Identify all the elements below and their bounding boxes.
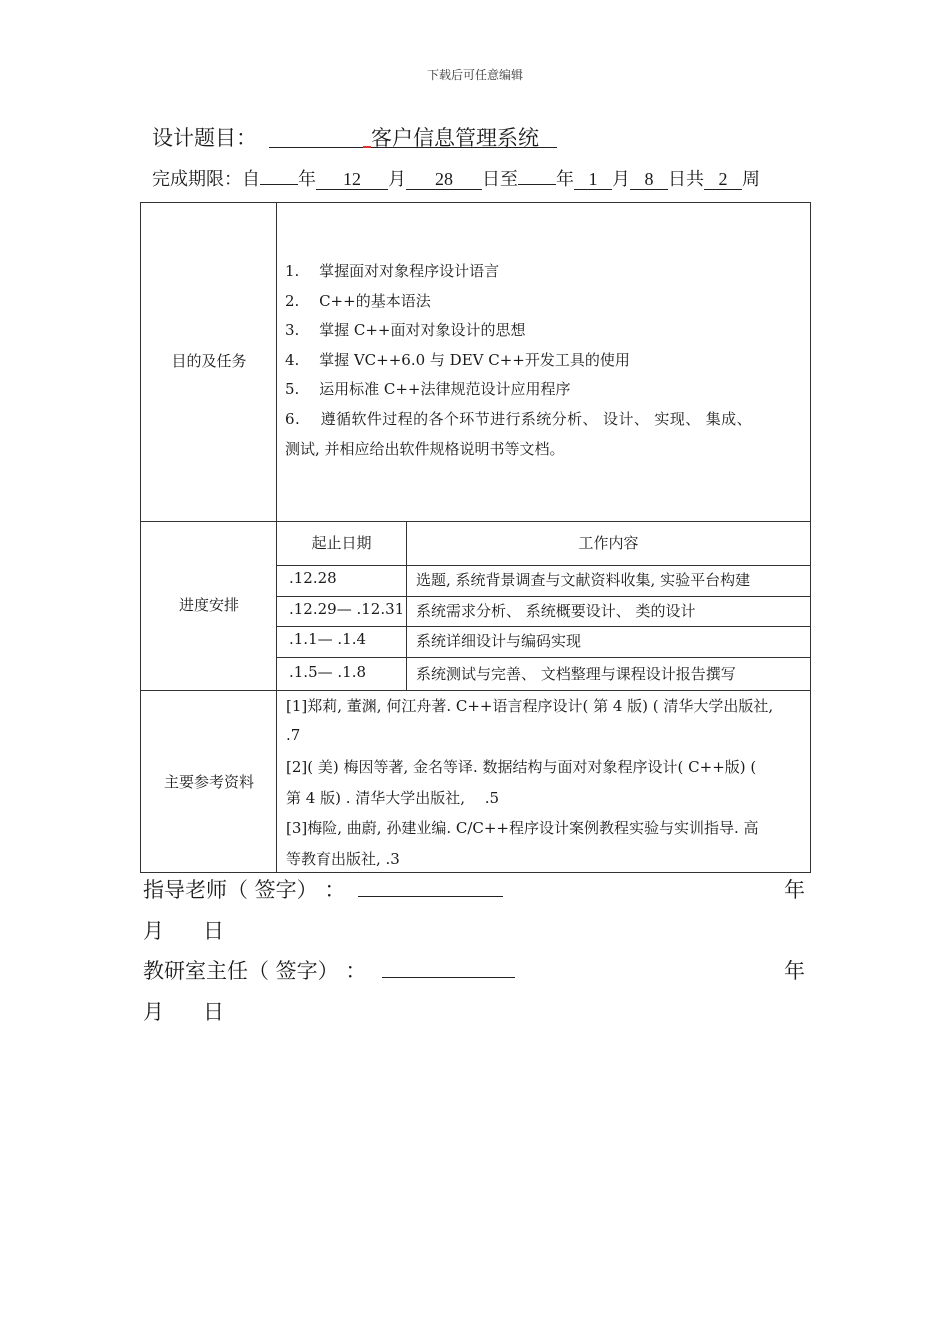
reference-line: [3]梅险, 曲蔚, 孙建业编. C/C++程序设计案例教程实验与实训指导. 高 [286,819,759,837]
period-year-end [518,184,556,185]
reference-line: 等教育出版社, .3 [286,850,400,868]
schedule-header-date: 起止日期 [311,534,372,552]
completion-period [152,165,760,191]
schedule-row-divider-1 [276,565,810,566]
section-divider-1 [141,521,810,522]
references-label: 主要参考资料 [163,773,254,791]
head-month-label: 月 [143,1000,164,1024]
task-table [140,202,811,873]
schedule-work: 选题, 系统背景调查与文献资料收集, 实验平台构建 [416,571,751,589]
objective-item: 4. 掌握 VC++6.0 与 DEV C++开发工具的使用 [285,351,630,369]
schedule-row-divider-3 [276,626,810,627]
schedule-work: 系统详细设计与编码实现 [416,632,582,650]
period-month-start: 12 [316,169,388,190]
period-day-start: 28 [406,169,482,190]
objective-item: 3. 掌握 C++面对对象设计的思想 [285,321,526,339]
schedule-row-divider-4 [276,657,810,658]
objective-item: 1. 掌握面对对象程序设计语言 [285,262,500,280]
period-total-label: 日共 [668,169,704,190]
period-month-label2: 月 [612,169,630,190]
head-day-label: 日 [203,1000,224,1024]
schedule-header-work: 工作内容 [578,534,639,552]
schedule-label: 进度安排 [178,596,239,614]
objective-item: 6. 遵循软件过程的各个环节进行系统分析、 设计、 实现、 集成、 [285,410,752,428]
advisor-signature-line [358,896,503,897]
red-mark [363,146,371,148]
period-year-label: 年 [298,169,316,190]
period-month-end: 1 [574,169,612,190]
head-signature-label: 教研室主任（ 签字） ： [143,959,367,983]
advisor-year-label: 年 [784,878,805,902]
period-day-to-label: 日至 [482,169,518,190]
schedule-row-divider-2 [276,596,810,597]
reference-line: .7 [286,726,301,744]
period-month-label: 月 [388,169,406,190]
objective-item: 测试, 并相应给出软件规格说明书等文档。 [285,440,565,458]
period-day-end: 8 [630,169,668,190]
objective-item: 5. 运用标准 C++法律规范设计应用程序 [285,380,571,398]
advisor-signature-label: 指导老师（ 签字） ： [143,878,346,902]
reference-line: 第 4 版) . 清华大学出版社, .5 [286,789,500,807]
schedule-work: 系统测试与完善、 文档整理与课程设计报告撰写 [416,665,736,683]
head-signature-line [382,977,515,978]
schedule-work: 系统需求分析、 系统概要设计、 类的设计 [416,602,696,620]
head-year-label: 年 [784,959,805,983]
objective-item: 2. C++的基本语法 [285,292,431,310]
period-weeks: 2 [704,169,742,190]
period-prefix: 完成期限：自 [152,169,260,190]
period-year-label2: 年 [556,169,574,190]
schedule-date: .1.5— .1.8 [289,663,367,681]
schedule-date: .1.1— .1.4 [289,630,367,648]
period-year-start [260,184,298,185]
schedule-date: .12.29— .12.31 [289,600,405,618]
period-weeks-label: 周 [742,169,760,190]
section-divider-2 [141,690,810,691]
objectives-label: 目的及任务 [171,352,247,370]
advisor-day-label: 日 [203,919,224,943]
design-title-label: 设计题目： [152,126,257,150]
design-title-value: 客户信息管理系统 [371,126,539,150]
reference-line: [2]( 美) 梅因等著, 金名等译. 数据结构与面对对象程序设计( C++版) ( [286,758,757,776]
schedule-date: .12.28 [289,569,337,587]
reference-line: [1]郑莉, 董渊, 何江舟著. C++语言程序设计( 第 4 版) ( 清华大学出版社, [286,697,774,715]
advisor-month-label: 月 [143,919,164,943]
header-note: 下载后可任意编辑 [426,68,523,82]
